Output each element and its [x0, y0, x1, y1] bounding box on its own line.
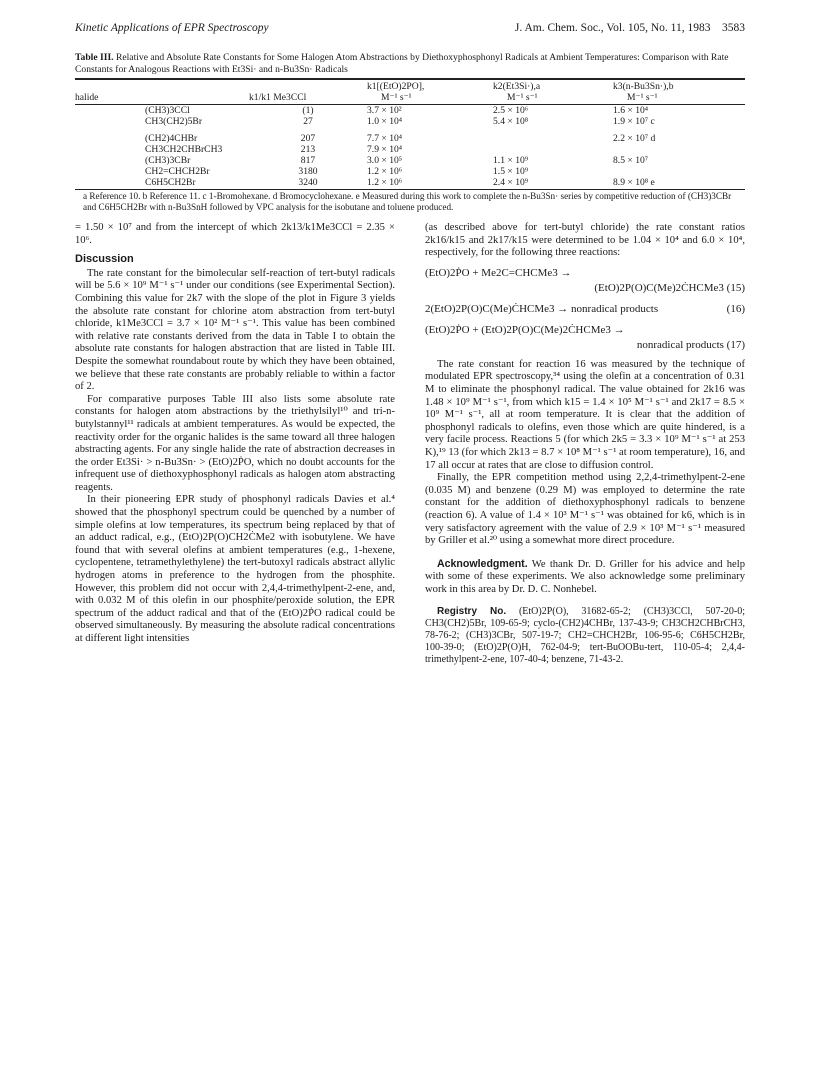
cell-halide: CH3CH2CHBrCH3: [145, 144, 223, 155]
cell-ratio: 817: [300, 155, 316, 166]
cell-halide: C6H5CH2Br: [75, 177, 249, 190]
spacer: [425, 596, 745, 606]
table-row: [75, 177, 745, 190]
cell-ratio: 213: [300, 144, 316, 155]
cell-k1: 7.7 × 10⁴: [367, 133, 403, 144]
cell-ratio: 3180: [298, 166, 318, 177]
cell-k3: 8.5 × 10⁷: [613, 155, 649, 166]
registry-text: (EtO)2P(O), 31682-65-2; (CH3)3CCl, 507-20-0; CH3(CH2)5Br, 109-65-9; cyclo-(CH2)4CHBr, 137-43-9; CH3CH2CHBrCH3, 78-76-2; (CH3)3CBr, 507-19-7; CH2=CHCH2Br, 106-95-6; C6H5CH2Br, 100-39-0; (EtO)2P(O)H, 762-04-9; tert-BuOOBu-tert, 110-05-4; 2,4,4-trimethylpent-2-ene, 107-40-4; benzene, 71-43-2.: [425, 606, 745, 666]
table-header-row: [75, 80, 745, 105]
table-row: [75, 144, 745, 155]
cell-k1: 3.0 × 10⁵: [367, 155, 403, 166]
paragraph: The rate constant for the bimolecular self-reaction of tert-butyl radicals will be 5.6 × 10⁹ M⁻¹ s⁻¹ under our conditions (see Experimental Section). Combining this value for 2k7 with the slope of the plot in Figure 3 yields the absolute rate constant for chlorine atom abstraction from tert-butyl chloride, k1Me3CCl = 3.7 × 10² M⁻¹ s⁻¹. This value has been combined with relative rate constants derived from the data in Table I to obtain the absolute rate constants for halogen abstraction that are listed in Table III. Despite the somewhat roundabout route by which they have been obtained, we believe that these rate constants are probably reliable to within a factor of 2.: [75, 267, 395, 393]
rate-constant-table: [75, 78, 745, 190]
equation-15-line1: (EtO)2ṖO + Me2C=CHCMe3 →: [425, 266, 572, 279]
equation-15-product: (EtO)2P(O)C(Me)2ĊHCMe3: [594, 281, 724, 294]
table-caption: [75, 52, 745, 76]
header-k2-label: k2(Et3Si·),a: [493, 81, 541, 92]
cell-ratio: 27: [303, 116, 313, 127]
header-k2: [493, 80, 613, 105]
body-columns: [75, 222, 745, 666]
header-k3-units: M⁻¹ s⁻¹: [627, 92, 658, 103]
page-number: 3583: [722, 22, 745, 34]
cell-halide: (CH3)3CCl: [145, 105, 190, 116]
cell-k1: 7.9 × 10⁴: [367, 144, 403, 155]
left-column: [75, 222, 395, 666]
acknowledgment: [425, 558, 745, 597]
running-head-left: Kinetic Applications of EPR Spectroscopy: [75, 22, 269, 34]
header-k1: [367, 80, 493, 105]
equation-17-number: (17): [726, 338, 745, 351]
table-footnotes: a Reference 10. b Reference 11. c 1-Bromohexane. d Bromocyclohexane. e Measured during this work to complete the n-Bu3Sn· series by competitive reduction of (CH3)3CBr and C6H5CH2Br with n-Bu3SnH followed by VPC analysis for the isobutane and toluene produced.: [83, 191, 732, 212]
cell-k2: 2.4 × 10⁹: [493, 177, 613, 190]
equation-17-line1: (EtO)2ṖO + (EtO)2P(O)C(Me)2ĊHCMe3 →: [425, 323, 625, 336]
cell-k3: 8.9 × 10⁸ e: [613, 177, 745, 190]
spacer: [425, 548, 745, 558]
running-head-right: [515, 22, 745, 34]
table-row: [75, 155, 745, 166]
acknowledgment-label: Acknowledgment.: [437, 557, 528, 570]
equation-16-number: (16): [726, 302, 745, 315]
header-k1-units: M⁻¹ s⁻¹: [381, 92, 412, 103]
journal-citation: J. Am. Chem. Soc., Vol. 105, No. 11, 1983: [514, 22, 711, 34]
equation-17-line2: [425, 338, 745, 353]
table-row: [75, 116, 745, 127]
equation-16-text: 2(EtO)2P(O)C(Me)ĊHCMe3 → nonradical products: [425, 302, 659, 315]
registry-label: Registry No.: [437, 606, 507, 618]
cell-ratio: 3240: [249, 177, 367, 190]
cell-k2: 5.4 × 10⁸: [493, 116, 529, 127]
paragraph: = 1.50 × 10⁷ and from the intercept of which 2k13/k1Me3CCl = 2.35 × 10⁶.: [75, 222, 395, 246]
table-row: [75, 105, 745, 117]
cell-k1: 1.2 × 10⁶: [367, 177, 493, 190]
section-heading-discussion: Discussion: [75, 253, 134, 266]
paragraph: (as described above for tert-butyl chloride) the rate constant ratios 2k16/k15 and 2k17/k15 were determined to be 1.04 × 10⁴ and 6.0 × 10⁴, respectively, for the following three reactions:: [425, 222, 745, 259]
equation-15: [425, 266, 745, 296]
cell-k2: [493, 127, 613, 144]
paragraph: The rate constant for reaction 16 was measured by the technique of modulated EPR spectroscopy,³⁴ using the olefin at a concentration of 0.31 M to eliminate the phosphonyl radical. The value obtained for 2k16 was 1.48 × 10⁹ M⁻¹ s⁻¹, from which k15 = 1.4 × 10⁵ M⁻¹ s⁻¹ and 2k17 = 8.5 × 10⁹ M⁻¹ s⁻¹, all at room temperature. It is clear that the addition of phosphonyl radicals to olefins, even those which are quite hindered, is a very facile process. Reactions 5 (for which 2k5 = 3.3 × 10⁹ M⁻¹ s⁻¹ at 253 K),¹⁹ 13 (for which 2k13 = 8.7 × 10⁸ M⁻¹ s⁻¹ at room temperature), 16, and 17 all occur at rates that are close to diffusion control.: [425, 358, 745, 471]
equation-16: [425, 302, 745, 317]
equation-17-product: nonradical products: [636, 338, 724, 351]
journal-page: [75, 22, 745, 666]
cell-k1: 1.2 × 10⁶: [367, 166, 403, 177]
cell-k3: [613, 166, 745, 177]
header-ratio: k1/k1 Me3CCl: [249, 80, 367, 105]
cell-k2: 2.5 × 10⁶: [493, 105, 529, 116]
cell-halide: CH2=CHCH2Br: [145, 166, 210, 177]
cell-k2: 1.1 × 10⁹: [493, 155, 529, 166]
registry-numbers: [425, 606, 745, 666]
cell-k2: [493, 144, 613, 155]
cell-halide: CH3(CH2)5Br: [145, 116, 203, 127]
cell-k3: 2.2 × 10⁷ d: [613, 133, 656, 144]
cell-halide: (CH3)3CBr: [145, 155, 191, 166]
cell-k3: 1.9 × 10⁷ c: [613, 116, 655, 127]
table-row: [75, 127, 745, 144]
acknowledgment-text: We thank Dr. D. Griller for his advice and help with some of these experiments. We also acknowledge some preliminary work in this area by Dr. D. C. Nonhebel.: [425, 558, 745, 595]
header-k3-label: k3(n-Bu3Sn·),b: [613, 81, 674, 92]
cell-ratio: 207: [300, 133, 316, 144]
cell-k2: 1.5 × 10⁹: [493, 166, 529, 177]
cell-ratio: (1): [302, 105, 314, 116]
header-k1-label: k1[(EtO)2PO],: [367, 81, 425, 92]
table-row: [75, 166, 745, 177]
header-k3: [613, 80, 745, 105]
paragraph: For comparative purposes Table III also lists some absolute rate constants for halogen atom abstractions by the triethylsilyl¹⁰ and tri-n-butylstannyl¹¹ radicals at ambient temperatures. As would be expected, the reactivity order for the organic halides is the same toward all three halogen abstracting agents. For any single halide the rate of abstraction decreases in the order Et3Si· > n-Bu3Sn· > (EtO)2ṖO, which no doubt accounts for the infrequent use of diethoxyphosphonyl radicals as halogen atom abstracting reagents.: [75, 393, 395, 493]
cell-halide: (CH2)4CHBr: [145, 133, 198, 144]
paragraph: In their pioneering EPR study of phosphonyl radicals Davies et al.⁴ showed that the phosphonyl spectrum could be quenched by a number of simple olefins at low temperatures, its spectrum being replaced by that of an adduct radical, e.g., (EtO)2P(O)CH2ĊMe2 with isobutylene. We have found that with several olefins at ambient temperatures (e.g., 1-hexene, cyclopentene, tetramethylethylene) the tert-butoxyl radicals abstract allylic hydrogen atoms in preference to the hydrogen from the phosphite. However, this problem did not occur with 2,4,4-trimethylpent-2-ene, and, with 0.032 M of this olefin in our phosphite/peroxide solution, the EPR spectrum of the adduct radical and that of the (EtO)2ṖO radical could be observed simultaneously. By measuring the absolute radical concentrations at different light intensities: [75, 494, 395, 644]
header-k2-units: M⁻¹ s⁻¹: [507, 92, 538, 103]
header-halide: halide: [75, 80, 249, 105]
equation-17: [425, 323, 745, 353]
running-head: [75, 22, 745, 34]
equation-15-line2: [425, 281, 745, 296]
cell-k1: 3.7 × 10²: [367, 105, 402, 116]
paragraph: Finally, the EPR competition method using 2,2,4-trimethylpent-2-ene (0.035 M) and benzene (0.29 M) was employed to determine the rate constant for the addition of diethoxyphosphonyl radicals to benzene (reaction 6). A value of 1.4 × 10³ M⁻¹ s⁻¹ was obtained for k6, which is in very satisfactory agreement with the value of 2.9 × 10³ M⁻¹ s⁻¹ measured by Griller et al.²⁰ using a somewhat more direct procedure.: [425, 472, 745, 547]
right-column: [425, 222, 745, 666]
cell-k1: 1.0 × 10⁴: [367, 116, 403, 127]
equation-15-number: (15): [726, 281, 745, 294]
cell-k3: [613, 144, 745, 155]
cell-k3: 1.6 × 10⁴: [613, 105, 649, 116]
table-caption-text: Relative and Absolute Rate Constants for Some Halogen Atom Abstractions by Diethoxyphosphonyl Radicals at Ambient Temperatures: Comparison with Rate Constants for Analogous Reactions with Et3Si· and n-Bu3Sn· Radicals: [75, 52, 729, 75]
table-label: Table III.: [75, 52, 114, 63]
